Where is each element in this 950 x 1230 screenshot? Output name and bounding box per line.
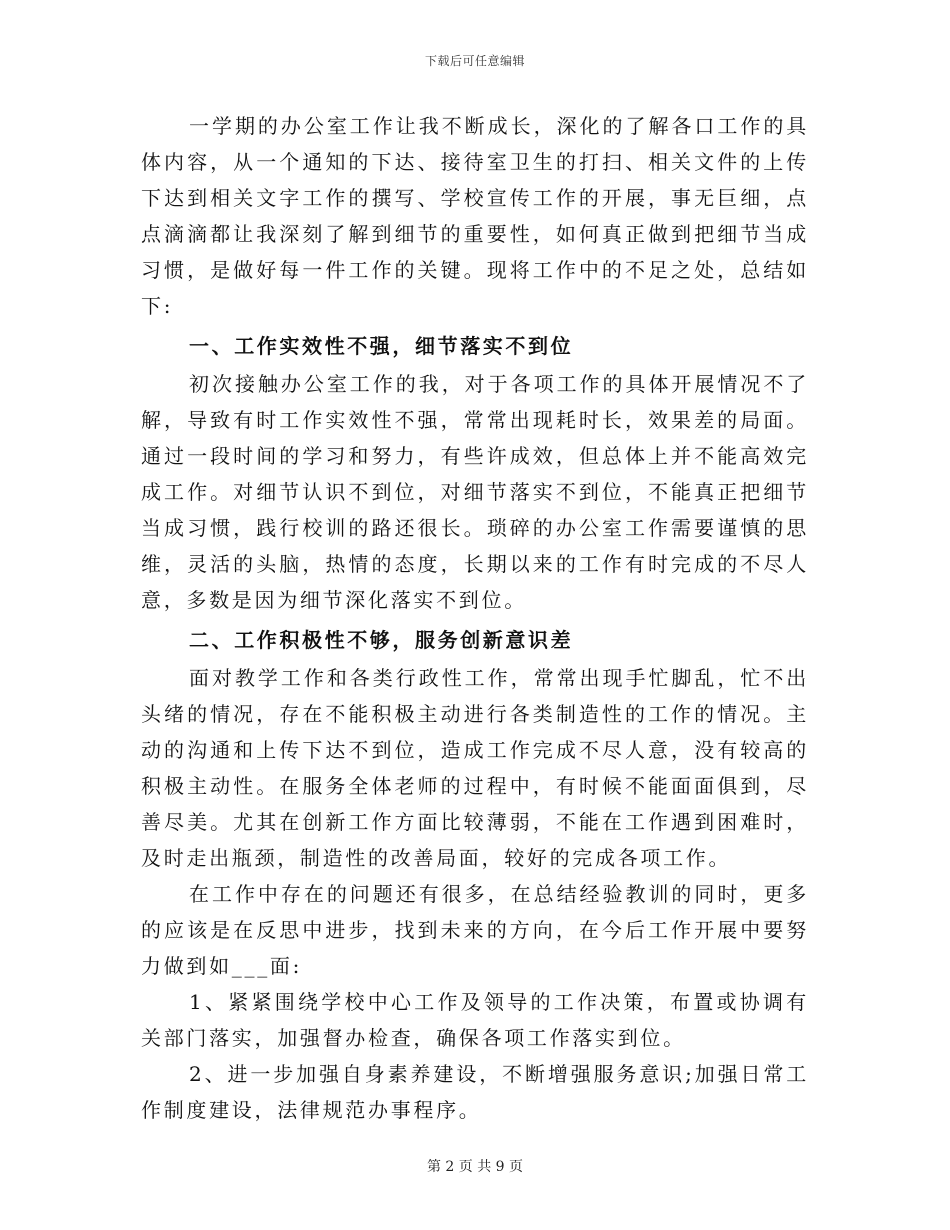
- section-2-heading: 二、工作积极性不够，服务创新意识差: [189, 628, 574, 652]
- section-1-heading: 一、工作实效性不强，细节落实不到位: [189, 334, 574, 358]
- outlook-paragraph: 在工作中存在的问题还有很多，在总结经验教训的同时，更多的应该是在反思中进步，找到未来的方向，在今后工作开展中要努力做到如___面:: [141, 882, 809, 978]
- section-1-paragraph: 初次接触办公室工作的我，对于各项工作的具体开展情况不了解，导致有时工作实效性不强，常常出现耗时长，效果差的局面。通过一段时间的学习和努力，有些许成效，但总体上并不能高效完成工作。对细节认识不到位，对细节落实不到位，不能真正把细节当成习惯，践行校训的路还很长。琐碎的办公室工作需要谨慎的思维，灵活的头脑，热情的态度，长期以来的工作有时完成的不尽人意，多数是因为细节深化落实不到位。: [141, 372, 809, 612]
- section-2-paragraph: 面对教学工作和各类行政性工作，常常出现手忙脚乱，忙不出头绪的情况，存在不能积极主动进行各类制造性的工作的情况。主动的沟通和上传下达不到位，造成工作完成不尽人意，没有较高的积极主动性。在服务全体老师的过程中，有时候不能面面俱到，尽善尽美。尤其在创新工作方面比较薄弱，不能在工作遇到困难时，及时走出瓶颈，制造性的改善局面，较好的完成各项工作。: [141, 666, 809, 870]
- intro-paragraph: 一学期的办公室工作让我不断成长，深化的了解各口工作的具体内容，从一个通知的下达、接待室卫生的打扫、相关文件的上传下达到相关文字工作的撰写、学校宣传工作的开展，事无巨细，点点滴滴都让我深刻了解到细节的重要性，如何真正做到把细节当成习惯，是做好每一件工作的关键。现将工作中的不足之处，总结如下:: [141, 114, 809, 318]
- document-body: [141, 108, 809, 1128]
- page-header: 下载后可任意编辑: [424, 54, 525, 68]
- page-number: 第 2 页 共 9 页: [426, 1159, 524, 1175]
- list-item-2: 2、进一步加强自身素养建设，不断增强服务意识;加强日常工作制度建设，法律规范办事程序。: [141, 1062, 809, 1122]
- list-item-1: 1、紧紧围绕学校中心工作及领导的工作决策，布置或协调有关部门落实，加强督办检查，确保各项工作落实到位。: [141, 990, 809, 1050]
